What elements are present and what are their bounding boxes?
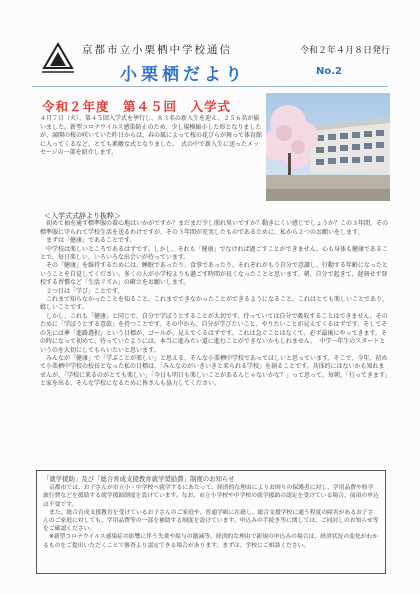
issue-number: No.2 bbox=[316, 66, 342, 77]
header-divider bbox=[32, 86, 388, 87]
lead-paragraph: ４月７日（火）、第４５回入学式を挙行し、８３名の新入生を迎え、２５６名が揃いました。新型コロナウイルス感染防止のため、少し規模縮小した形となりましたが、満開の桜の咲いていた昨日からは、春の風によって桜の花びらが舞って体育館に入ってくるなど、とても素敵な式となりました。 式の中で新入生に送ったメッセージの一部を紹介します。 bbox=[40, 115, 263, 157]
notice-paragraph: 京都市では、お子さんが市立小・中学校へ就学するにあたって、経済的な理由によりお困りの保護者に対し、学用品費や修学旅行費などを援助する就学援助制度を設けています。なお、市立小学校や中学校の就学援助の認定を受けている場合、前項の申込は不要です。 bbox=[43, 485, 379, 508]
school-building-photo bbox=[266, 93, 390, 201]
school-name: 京都市立小栗栖中学校通信 bbox=[82, 44, 232, 56]
body-paragraph: まずは「健康」であることです。 bbox=[46, 237, 136, 245]
body-paragraph: 初めて袖を通す標準服の着心地はいかがですか？まだまだ少し照れ臭いですか？動きにくい感じでしょうか？この３年間、その標準服に守られて学校生活を送るわけですが、その３年間が充実したものであるために、私から２つのお願いをします。 bbox=[40, 220, 389, 236]
section-heading: ＜入学式式辞より抜粋＞ bbox=[44, 212, 121, 220]
body-paragraph: みんなが「健康」で「学ぶことが楽しい」と思える、そんな小栗栖中学校であってほしいと思っています。そこで、今年、初めて小栗栖中学校の校長となった私の目標は、「みんなのがいきいきと来られる学校」を創ることです。具体的にはないかも知れませんが、「学校に来るのがとても楽しい」「今日も明日も楽しいことがあるんじゃないかな？」って思って、毎朝、「行ってきます」と家を出る、そんな学校になるために皆さんも協力してください。 bbox=[40, 354, 388, 388]
issue-date: 令和２年４月８日発行 bbox=[300, 46, 391, 56]
article-headline: 令和２年度 第４５回 入学式 bbox=[42, 99, 232, 114]
body-paragraph: これまで知らなかったことを知ること。これまでできなかったことができるようになること。これはとても楽しいことであり、嬉しいことです。 bbox=[40, 296, 389, 312]
body-paragraph: ２つ目は「学び」ことです。 bbox=[46, 287, 124, 295]
speech-excerpt bbox=[40, 212, 390, 389]
school-emblem-icon bbox=[38, 38, 78, 78]
body-paragraph: 中学校は楽しいところであるはずです。しかし、それも「健康」でなければ過ごすことができません。心も身体も健康であることで、毎日楽しい、いろいろな出会いが待っています。 bbox=[40, 245, 389, 262]
notice-paragraph: また、総合育成支援教育を受けているお子さんのご家庭や、普通学級に在籍し、総合支援学校に通う程度の障害があるお子さんのご家庭に対しても、学用品費等の一部を補助する制度を設けています。申込みの手続き等に関しては、ご同封しのお知らせ等をご確認ください。 bbox=[43, 509, 379, 533]
notice-title: 「就学援助」及び「総合育成支援教育就学奨励費」制度のお知らせ bbox=[43, 475, 235, 483]
body-paragraph: しかし、これも「健康」と同じで、自分で学ぼうとすることが大切です。待っていては自分で吸収することはできません。そのために「学ぼうとする意欲」を持つことです。その中から、自分が学びたいこと、やりたいことが見えてくるはずです。そしてその先には夢「進路選択」という目標が、ゴールが、見えてくるはずです。これは急ぐことはなくて、必ず最後にやってきます。その時になって初めて、待っていたようには、本当に進みたい道に進むことができないかもしれません。 中学一年生のスタートというのを大切にしてもらいたいと思います。 bbox=[40, 312, 388, 354]
body-paragraph: その「健康」を維持するためには、睡眠であったり、食事であったり、それぞれがもう自分で意識し、行動する年齢になったということを自覚してください。多くの人が小学校よりも過ごす時間が長くなったことと思います。朝、自分で起きて、遅刻せず登校する習慣など「生活リズム」の確立をお願いします。 bbox=[40, 262, 388, 287]
newsletter-title: 小栗栖だより bbox=[120, 65, 246, 85]
notice-paragraph: ※新型コロナウイルス感染症の影響に伴う失業や給与の激減等、経済的な理由で新規の申込みの場合は、経済状況の変化がわかるものをご提出いただくことで審査より認定できる場合があります。まずは、学校にご相談ください。 bbox=[43, 534, 379, 549]
financial-aid-notice-box bbox=[36, 470, 386, 574]
